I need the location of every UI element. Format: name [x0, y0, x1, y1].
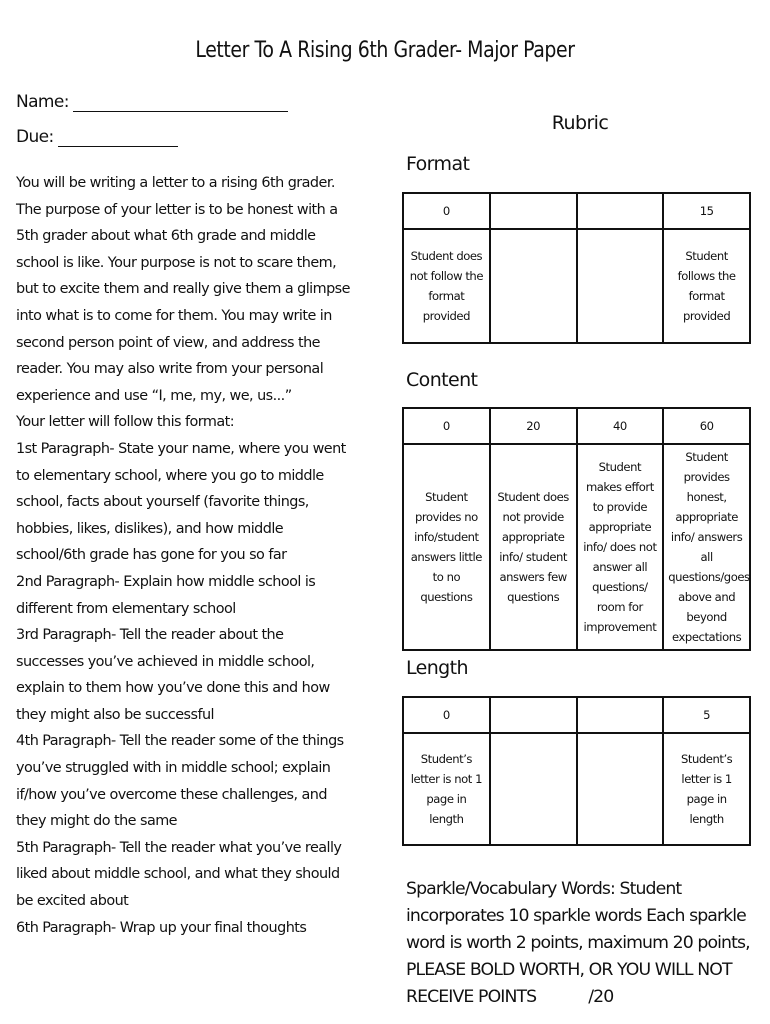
format-intro: Your letter will follow this format:	[16, 414, 235, 431]
content-description-cell: Student provides honest, appropriate info/ answers all questions/goes above and beyond expectations	[663, 444, 750, 650]
name-label: Name:	[16, 92, 69, 112]
format-rubric-table	[402, 192, 751, 344]
content-score-cell: 40	[577, 408, 664, 444]
format-score-cell: 0	[403, 193, 490, 229]
sparkle-text: Sparkle/Vocabulary Words: Student incorporates 10 sparkle words Each sparkle word is worth 2 points, maximum 20 points, PLEASE BOLD WORTH, OR YOU WILL NOT RECEIVE POINTS	[406, 879, 750, 1007]
length-section-title: Length	[406, 657, 468, 679]
paragraph-3-instruction: 3rd Paragraph- Tell the reader about the successes you’ve achieved in middle school, explain to them how you’ve done this and how they might also be successful	[16, 627, 330, 723]
content-section-title: Content	[406, 369, 478, 391]
format-section-title: Format	[406, 153, 470, 175]
length-description-cell	[577, 733, 664, 845]
length-score-cell: 0	[403, 697, 490, 733]
format-description-cell: Student does not follow the format provided	[403, 229, 490, 343]
format-description-cell	[490, 229, 577, 343]
due-label: Due:	[16, 127, 54, 147]
content-description-cell: Student does not provide appropriate info/ student answers few questions	[490, 444, 577, 650]
due-field	[16, 127, 178, 147]
length-score-cell: 5	[663, 697, 750, 733]
format-score-cell: 15	[663, 193, 750, 229]
document-title: Letter To A Rising 6th Grader- Major Paper	[195, 38, 575, 63]
name-field	[16, 92, 288, 112]
content-score-cell: 0	[403, 408, 490, 444]
paragraph-4-instruction: 4th Paragraph- Tell the reader some of the things you’ve struggled with in middle school; explain if/how you’ve overcome these challenges, and they might do the same	[16, 733, 344, 830]
content-score-cell: 60	[663, 408, 750, 444]
paragraph-1-instruction: 1st Paragraph- State your name, where you went to elementary school, where you go to middle school, facts about yourself (favorite things, hobbies, likes, dislikes), and how middle school/6th grade has gone for you so far	[16, 440, 346, 564]
instructions	[16, 170, 351, 941]
length-score-cell	[490, 697, 577, 733]
content-rubric-table	[402, 407, 751, 651]
sparkle-points: /20	[588, 987, 614, 1007]
length-description-cell: Student’s letter is 1 page in length	[663, 733, 750, 845]
paragraph-5-instruction: 5th Paragraph- Tell the reader what you’ve really liked about middle school, and what they should be excited about	[16, 839, 342, 910]
length-description-cell: Student’s letter is not 1 page in length	[403, 733, 490, 845]
format-score-cell	[490, 193, 577, 229]
content-description-cell: Student makes effort to provide appropriate info/ does not answer all questions/ room for improvement	[577, 444, 664, 650]
rubric-heading: Rubric	[551, 112, 609, 134]
content-score-cell: 20	[490, 408, 577, 444]
format-description-cell: Student follows the format provided	[663, 229, 750, 343]
length-score-cell	[577, 697, 664, 733]
format-description-cell	[577, 229, 664, 343]
paragraph-2-instruction: 2nd Paragraph- Explain how middle school is different from elementary school	[16, 573, 316, 617]
intro-text: You will be writing a letter to a rising 6th grader. The purpose of your letter is to be honest with a 5th grader about what 6th grade and middle school is like. Your purpose is not to scare them, but to excite them and really give them a glimpse into what is to come for them. You may write in second person point of view, and address the reader. You may also write from your personal experience and use “I, me, my, we, us...”	[16, 175, 350, 404]
sparkle-words-requirement	[406, 876, 756, 1011]
due-blank-line	[58, 130, 178, 147]
format-score-cell	[577, 193, 664, 229]
length-description-cell	[490, 733, 577, 845]
content-description-cell: Student provides no info/student answers little to no questions	[403, 444, 490, 650]
name-blank-line	[73, 95, 288, 112]
paragraph-6-instruction: 6th Paragraph- Wrap up your final thoughts	[16, 919, 307, 936]
length-rubric-table	[402, 696, 751, 846]
